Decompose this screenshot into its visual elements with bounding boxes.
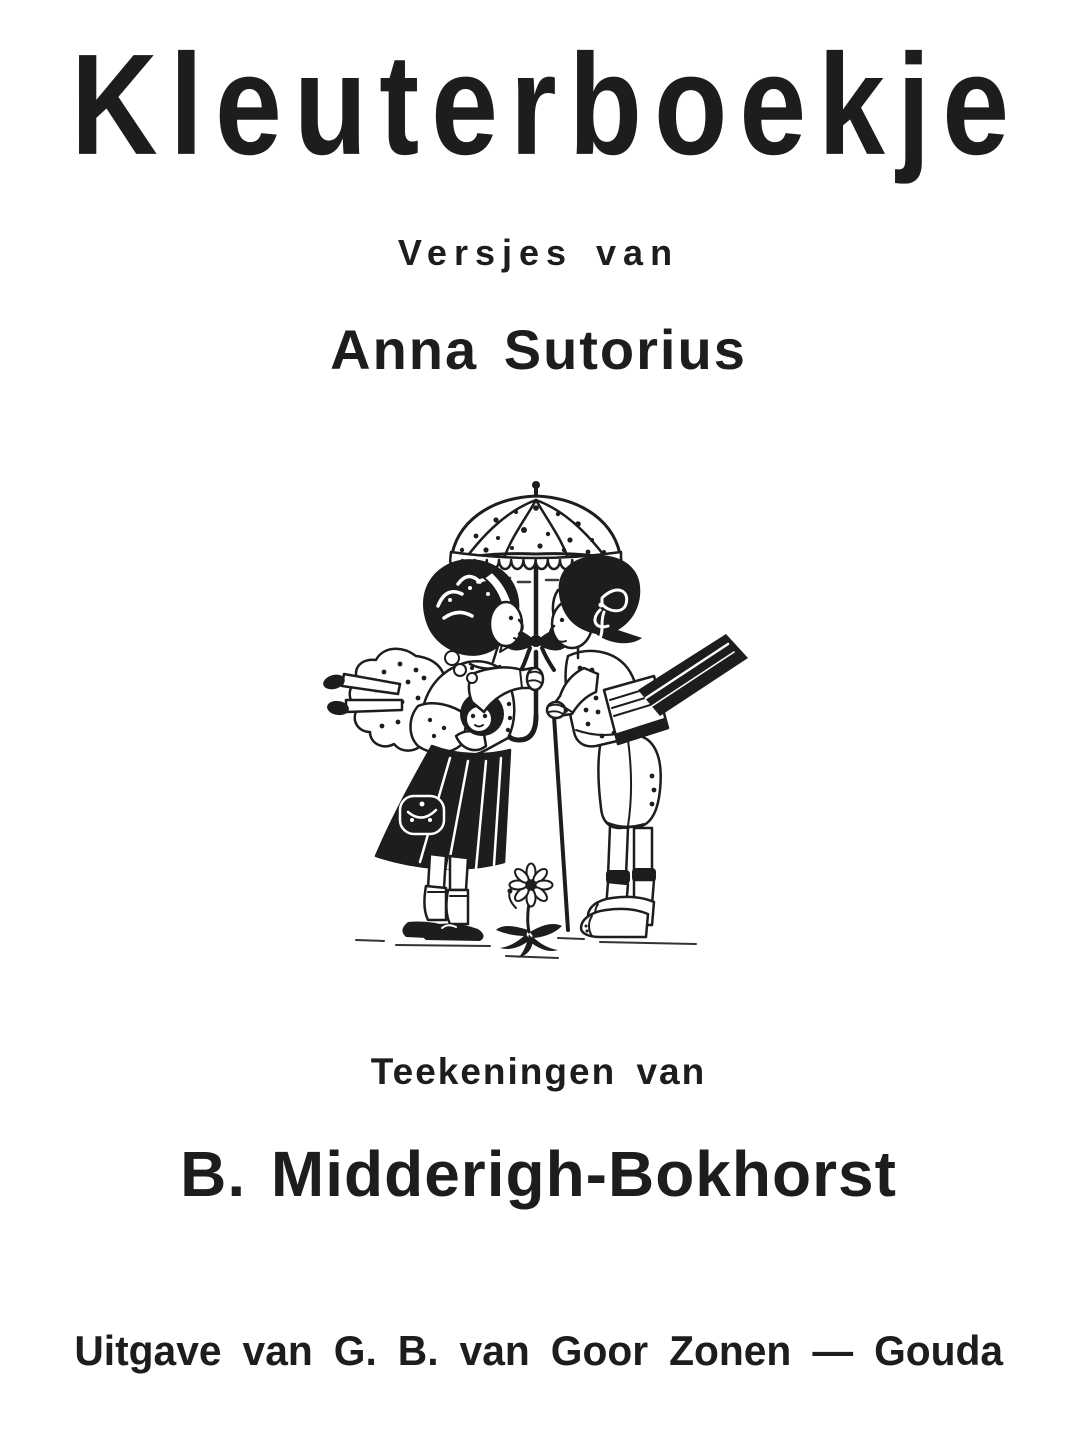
flower	[496, 864, 562, 959]
boy-figure	[547, 555, 748, 937]
byline-label: Versjes van	[397, 232, 680, 273]
girl-purse	[400, 796, 444, 834]
illustrator-name: B. Midderigh-Bokhorst	[180, 1138, 897, 1210]
imprint-line	[0, 1327, 1077, 1374]
title-page-illustration	[300, 478, 750, 968]
page-title	[0, 24, 1077, 186]
credits-label: Teekeningen van	[370, 1051, 707, 1092]
page-title-text: Kleuterboekje	[70, 24, 1022, 186]
parasol-finial	[532, 481, 540, 489]
imprint-text: Uitgave van G. B. van Goor Zonen — Gouda	[74, 1327, 1003, 1374]
cane	[554, 716, 568, 930]
author-name: Anna Sutorius	[330, 318, 747, 381]
